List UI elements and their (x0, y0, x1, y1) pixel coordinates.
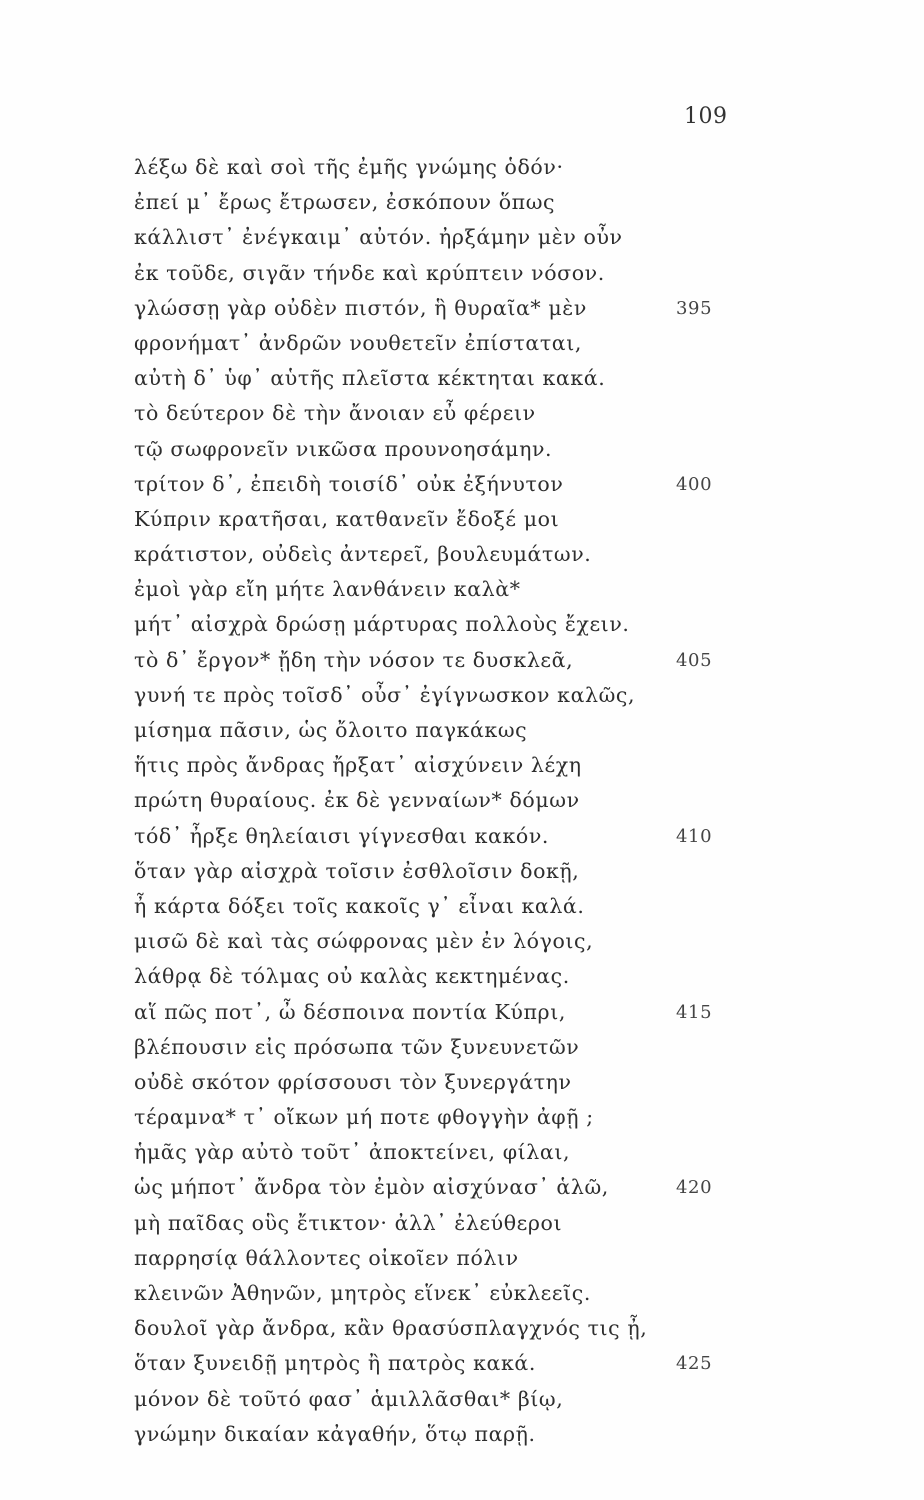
verse-text: ὡς μήποτ᾽ ἄνδρα τὸν ἐμὸν αἰσχύνασ᾽ ἁλῶ, (134, 1175, 609, 1200)
verse-text: γυνή τε πρὸς τοῖσδ᾽ οὖσ᾽ ἐγίγνωσκον καλῶς, (134, 682, 636, 707)
verse-text: φρονήματ᾽ ἀνδρῶν νουθετεῖν ἐπίσταται, (134, 330, 582, 355)
verse-text: κράτιστον, οὐδεὶς ἀντερεῖ, βουλευμάτων. (134, 542, 592, 567)
line-number: 405 (676, 649, 713, 671)
verse-text: δουλοῖ γὰρ ἄνδρα, κἂν θρασύσπλαγχνός τις ᾖ, (134, 1316, 648, 1341)
verse-text: παρρησίᾳ θάλλοντες οἰκοῖεν πόλιν (134, 1245, 519, 1270)
verse-text: τρίτον δ᾽, ἐπειδὴ τοισίδ᾽ οὐκ ἐξήνυτον (134, 471, 564, 496)
verse-text: τὸ δεύτερον δὲ τὴν ἄνοιαν εὖ φέρειν (134, 401, 536, 426)
verse-line (134, 1030, 714, 1065)
page-number: 109 (684, 104, 728, 129)
verse-line (134, 678, 714, 713)
verse-block (134, 150, 714, 1452)
line-number: 410 (676, 825, 713, 847)
verse-line (134, 361, 714, 396)
verse-line (134, 854, 714, 889)
verse-line (134, 607, 714, 642)
line-number: 400 (676, 473, 713, 495)
verse-text: βλέπουσιν εἰς πρόσωπα τῶν ξυνευνετῶν (134, 1034, 580, 1059)
verse-text: τέραμνα* τ᾽ οἴκων μή ποτε φθογγὴν ἀφῇ ; (134, 1105, 594, 1130)
verse-text: μὴ παῖδας οὓς ἔτικτον· ἀλλ᾽ ἐλεύθεροι (134, 1210, 563, 1235)
verse-text: ἡμᾶς γὰρ αὐτὸ τοῦτ᾽ ἀποκτείνει, φίλαι, (134, 1140, 571, 1165)
verse-line (134, 783, 714, 818)
verse-line (134, 1311, 714, 1346)
verse-text: τὸ δ᾽ ἔργον* ᾔδη τὴν νόσον τε δυσκλεᾶ, (134, 647, 574, 672)
verse-text: τόδ᾽ ἦρξε θηλείαισι γίγνεσθαι κακόν. (134, 823, 550, 848)
verse-text: ἐμοὶ γὰρ εἴη μήτε λανθάνειν καλὰ* (134, 577, 521, 602)
verse-line (134, 1276, 714, 1311)
verse-line (134, 467, 714, 502)
verse-line (134, 889, 714, 924)
verse-text: οὐδὲ σκότον φρίσσουσι τὸν ξυνεργάτην (134, 1069, 572, 1094)
verse-text: μόνον δὲ τοῦτό φασ᾽ ἁμιλλᾶσθαι* βίῳ, (134, 1386, 564, 1411)
verse-line (134, 1100, 714, 1135)
verse-line (134, 502, 714, 537)
verse-text: γλώσσῃ γὰρ οὐδὲν πιστόν, ἣ θυραῖα* μὲν (134, 295, 587, 320)
verse-text: λέξω δὲ καὶ σοὶ τῆς ἐμῆς γνώμης ὁδόν· (134, 155, 564, 179)
verse-text: αὐτὴ δ᾽ ὑφ᾽ αὑτῆς πλεῖστα κέκτηται κακά. (134, 366, 606, 391)
line-number: 425 (676, 1353, 713, 1375)
verse-line (134, 1417, 714, 1452)
verse-text: ἥτις πρὸς ἄνδρας ἤρξατ᾽ αἰσχύνειν λέχη (134, 753, 582, 778)
verse-line (134, 643, 714, 678)
verse-text: αἵ πῶς ποτ᾽, ὦ δέσποινα ποντία Κύπρι, (134, 999, 566, 1024)
verse-line (134, 1206, 714, 1241)
verse-line (134, 537, 714, 572)
verse-line (134, 185, 714, 220)
verse-text: λάθρᾳ δὲ τόλμας οὐ καλὰς κεκτημένας. (134, 964, 570, 989)
verse-line (134, 326, 714, 361)
verse-line (134, 150, 714, 185)
verse-text: πρώτη θυραίους. ἐκ δὲ γενναίων* δόμων (134, 788, 580, 813)
verse-line (134, 1065, 714, 1100)
line-number: 395 (676, 297, 713, 319)
verse-text: κάλλιστ᾽ ἐνέγκαιμ᾽ αὐτόν. ἠρξάμην μὲν οὖν (134, 225, 623, 250)
verse-text: ἦ κάρτα δόξει τοῖς κακοῖς γ᾽ εἶναι καλά. (134, 893, 585, 918)
verse-line (134, 396, 714, 431)
verse-text: μήτ᾽ αἰσχρὰ δρώσῃ μάρτυρας πολλοὺς ἔχειν. (134, 612, 630, 637)
verse-line (134, 256, 714, 291)
verse-text: μίσημα πᾶσιν, ὡς ὄλοιτο παγκάκως (134, 718, 528, 742)
line-number: 420 (676, 1177, 713, 1199)
verse-line (134, 819, 714, 854)
verse-line (134, 572, 714, 607)
verse-line (134, 1382, 714, 1417)
verse-text: τῷ σωφρονεῖν νικῶσα προυνοησάμην. (134, 436, 553, 461)
verse-text: ἐκ τοῦδε, σιγᾶν τήνδε καὶ κρύπτειν νόσον. (134, 260, 605, 285)
verse-text: γνώμην δικαίαν κἀγαθήν, ὅτῳ παρῇ. (134, 1421, 536, 1446)
verse-line (134, 220, 714, 255)
verse-line (134, 1241, 714, 1276)
verse-line (134, 291, 714, 326)
verse-line (134, 1135, 714, 1170)
verse-text: Κύπριν κρατῆσαι, κατθανεῖν ἔδοξέ μοι (134, 506, 560, 531)
verse-line (134, 1346, 714, 1381)
line-number: 415 (676, 1001, 713, 1023)
verse-line (134, 1170, 714, 1205)
verse-line (134, 959, 714, 994)
verse-line (134, 995, 714, 1030)
verse-line (134, 713, 714, 748)
verse-text: μισῶ δὲ καὶ τὰς σώφρονας μὲν ἐν λόγοις, (134, 929, 594, 954)
verse-text: ἐπεί μ᾽ ἔρως ἔτρωσεν, ἐσκόπουν ὅπως (134, 190, 556, 215)
verse-line (134, 924, 714, 959)
verse-text: ὅταν ξυνειδῇ μητρὸς ἢ πατρὸς κακά. (134, 1351, 536, 1376)
verse-text: κλεινῶν Ἀθηνῶν, μητρὸς εἵνεκ᾽ εὐκλεεῖς. (134, 1281, 591, 1305)
verse-line (134, 432, 714, 467)
verse-line (134, 748, 714, 783)
verse-text: ὅταν γὰρ αἰσχρὰ τοῖσιν ἐσθλοῖσιν δοκῇ, (134, 858, 580, 883)
